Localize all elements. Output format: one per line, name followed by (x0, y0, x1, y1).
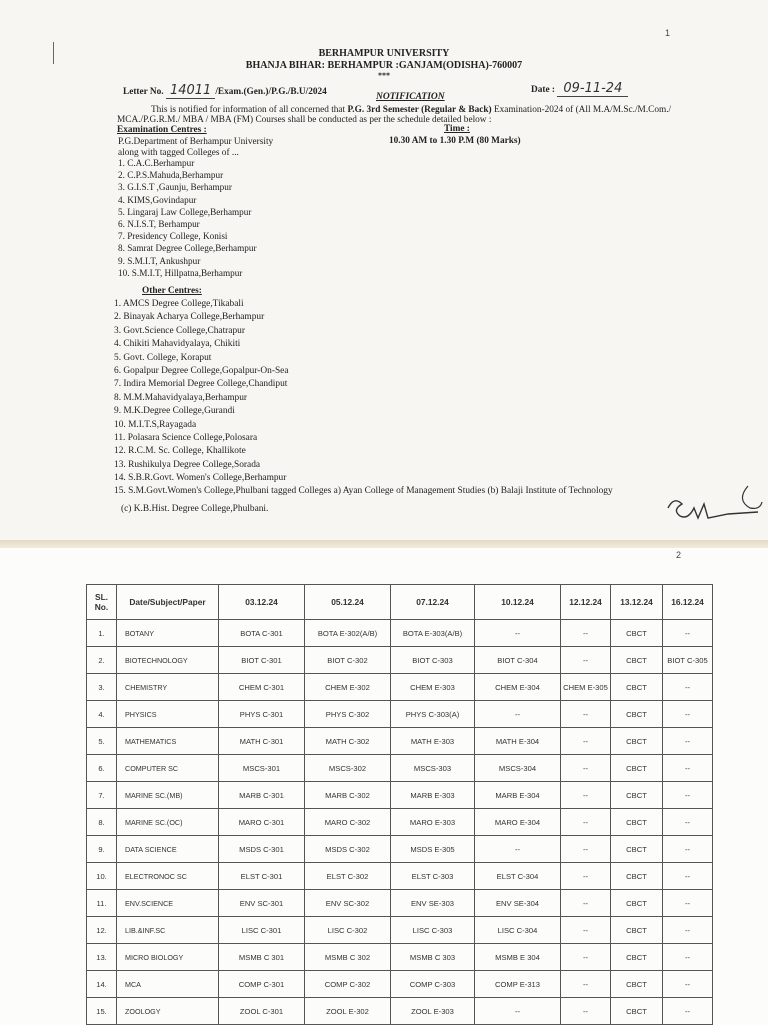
table-body (87, 620, 713, 1025)
paper-cell: ENV SE-304 (475, 890, 561, 917)
paper-cell: BIOT C-305 (663, 647, 713, 674)
paper-cell: COMP C-302 (305, 971, 391, 998)
letter-number: 14011 (166, 83, 215, 99)
subject-cell: ENV.SCIENCE (117, 890, 219, 917)
paper-cell: MARB E-304 (475, 782, 561, 809)
column-header: Date/Subject/Paper (117, 585, 219, 620)
list-item: 1. C.A.C.Berhampur (118, 158, 195, 168)
paper-cell: -- (561, 647, 611, 674)
subject-cell: DATA SCIENCE (117, 836, 219, 863)
paper-cell: CBCT (611, 971, 663, 998)
paper-cell: MARB E-303 (391, 782, 475, 809)
list-item: 7. Presidency College, Konisi (118, 231, 228, 242)
column-header: 13.12.24 (611, 585, 663, 620)
paper-cell: -- (561, 917, 611, 944)
list-item: 5. Govt. College, Koraput (114, 352, 212, 363)
serial-cell: 1. (87, 620, 117, 647)
paper-cell: CBCT (611, 701, 663, 728)
paper-cell: -- (561, 782, 611, 809)
paper-cell: MSCS-302 (305, 755, 391, 782)
university-address: BHANJA BIHAR: BERHAMPUR :GANJAM(ODISHA)-760007 (245, 60, 523, 71)
paper-cell: CBCT (611, 998, 663, 1025)
column-header: 16.12.24 (663, 585, 713, 620)
list-item: 2. Binayak Acharya College,Berhampur (114, 312, 265, 323)
letter-reference: /Exam.(Gen.)/P.G./B.U/2024 (215, 87, 327, 97)
paper-cell: BOTA E-303(A/B) (391, 620, 475, 647)
paper-cell: ZOOL C-301 (219, 998, 305, 1025)
subject-cell: MATHEMATICS (117, 728, 219, 755)
paper-cell: ENV SE-303 (391, 890, 475, 917)
paper-cell: -- (475, 620, 561, 647)
paper-cell: CBCT (611, 890, 663, 917)
serial-cell: 3. (87, 674, 117, 701)
list-item: 2. C.P.S.Mahuda,Berhampur (118, 170, 224, 181)
page-separator (0, 540, 768, 548)
table-row (87, 809, 713, 836)
subject-cell: ZOOLOGY (117, 998, 219, 1025)
paper-cell: -- (561, 701, 611, 728)
column-header: 05.12.24 (305, 585, 391, 620)
serial-cell: 12. (87, 917, 117, 944)
paper-cell: -- (663, 782, 713, 809)
table-row (87, 863, 713, 890)
table-row (87, 944, 713, 971)
subject-cell: LIB.&INF.SC (117, 917, 219, 944)
paper-cell: MSDS E-305 (391, 836, 475, 863)
paper-cell: MSMB C 302 (305, 944, 391, 971)
paper-cell: -- (475, 998, 561, 1025)
column-header: 12.12.24 (561, 585, 611, 620)
column-header: 10.12.24 (475, 585, 561, 620)
paper-cell: CHEM E-305 (561, 674, 611, 701)
schedule-page-2 (0, 548, 768, 1024)
list-item: 4. KIMS,Govindapur (118, 194, 197, 205)
subject-cell: BIOTECHNOLOGY (117, 647, 219, 674)
paper-cell: -- (475, 836, 561, 863)
paper-cell: -- (561, 728, 611, 755)
paper-cell: ELST C-303 (391, 863, 475, 890)
table-header-row (87, 585, 713, 620)
paper-cell: -- (663, 971, 713, 998)
paper-cell: ELST C-302 (305, 863, 391, 890)
subject-cell: BOTANY (117, 620, 219, 647)
paper-cell: -- (561, 836, 611, 863)
paper-cell: CBCT (611, 836, 663, 863)
table-row (87, 998, 713, 1025)
paper-cell: -- (561, 755, 611, 782)
tagged-colleges-list (118, 157, 257, 279)
paper-cell: LISC C-303 (391, 917, 475, 944)
list-item: 1. AMCS Degree College,Tikabali (114, 299, 244, 309)
date-label: Date : (531, 85, 556, 95)
paper-cell: MSDS C-301 (219, 836, 305, 863)
paper-cell: -- (561, 863, 611, 890)
paper-cell: -- (663, 620, 713, 647)
body-text-a: This is notified for information of all concerned that (151, 105, 346, 115)
paper-cell: BOTA E-302(A/B) (305, 620, 391, 647)
other-centres-list (114, 298, 613, 499)
body-line-2: MCA./P.G.R.M./ MBA / MBA (FM) Courses shall be conducted as per the schedule detailed below : (117, 115, 492, 125)
paper-cell: -- (561, 890, 611, 917)
paper-cell: CBCT (611, 755, 663, 782)
paper-cell: CBCT (611, 674, 663, 701)
table-row (87, 647, 713, 674)
pg-department: P.G.Department of Berhampur University (118, 137, 274, 147)
paper-cell: MATH E-304 (475, 728, 561, 755)
letter-label: Letter No. (123, 87, 164, 97)
paper-cell: ELST C-301 (219, 863, 305, 890)
date-value: 09-11-24 (557, 81, 628, 97)
paper-cell: -- (561, 620, 611, 647)
paper-cell: ENV SC-302 (305, 890, 391, 917)
paper-cell: CHEM E-304 (475, 674, 561, 701)
column-header: 07.12.24 (391, 585, 475, 620)
paper-cell: -- (663, 701, 713, 728)
exam-schedule-table (86, 584, 713, 1025)
paper-cell: MATH E-303 (391, 728, 475, 755)
paper-cell: MSCS-301 (219, 755, 305, 782)
notification-title: NOTIFICATION (376, 92, 445, 102)
paper-cell: BIOT C-301 (219, 647, 305, 674)
subject-cell: PHYSICS (117, 701, 219, 728)
paper-cell: ELST C-304 (475, 863, 561, 890)
paper-cell: -- (663, 863, 713, 890)
paper-cell: COMP C-301 (219, 971, 305, 998)
list-item: 7. Indira Memorial Degree College,Chandiput (114, 379, 288, 390)
serial-cell: 4. (87, 701, 117, 728)
paper-cell: -- (663, 836, 713, 863)
table-row (87, 917, 713, 944)
paper-cell: -- (663, 755, 713, 782)
list-item: 14. S.B.R.Govt. Women's College,Berhampur (114, 473, 287, 484)
paper-cell: BIOT C-302 (305, 647, 391, 674)
subject-cell: CHEMISTRY (117, 674, 219, 701)
table-row (87, 971, 713, 998)
paper-cell: CBCT (611, 647, 663, 674)
paper-cell: -- (663, 728, 713, 755)
list-item: 5. Lingaraj Law College,Berhampur (118, 206, 252, 217)
serial-cell: 8. (87, 809, 117, 836)
list-item: 9. M.K.Degree College,Gurandi (114, 406, 235, 417)
serial-cell: 2. (87, 647, 117, 674)
serial-cell: 5. (87, 728, 117, 755)
serial-cell: 13. (87, 944, 117, 971)
paper-cell: -- (663, 917, 713, 944)
paper-cell: CBCT (611, 809, 663, 836)
column-header: 03.12.24 (219, 585, 305, 620)
list-item: 15. S.M.Govt.Women's College,Phulbani tagged Colleges a) Ayan College of Management Studies (b) Balaji Institute of Technology (114, 486, 613, 497)
paper-cell: MARB C-301 (219, 782, 305, 809)
page-number: 1 (665, 28, 671, 38)
paper-cell: COMP E-313 (475, 971, 561, 998)
paper-cell: CBCT (611, 782, 663, 809)
university-name: BERHAMPUR UNIVERSITY (318, 48, 450, 59)
list-item: 13. Rushikulya Degree College,Sorada (114, 459, 261, 470)
body-text-semester: P.G. 3rd Semester (Regular & Back) (347, 105, 492, 115)
subject-cell: MICRO BIOLOGY (117, 944, 219, 971)
list-item: 6. Gopalpur Degree College,Gopalpur-On-Sea (114, 365, 289, 376)
serial-cell: 7. (87, 782, 117, 809)
serial-cell: 6. (87, 755, 117, 782)
paper-cell: MARO C-301 (219, 809, 305, 836)
paper-cell: -- (663, 944, 713, 971)
paper-cell: -- (663, 809, 713, 836)
paper-cell: -- (663, 890, 713, 917)
centres-heading: Examination Centres : (117, 125, 207, 135)
subject-cell: COMPUTER SC (117, 755, 219, 782)
paper-cell: COMP C-303 (391, 971, 475, 998)
list-item: 8. Samrat Degree College,Berhampur (118, 243, 257, 254)
list-item: 9. S.M.I.T, Ankushpur (118, 255, 201, 266)
paper-cell: -- (663, 998, 713, 1025)
table-row (87, 755, 713, 782)
paper-cell: ZOOL E-302 (305, 998, 391, 1025)
paper-cell: PHYS C-301 (219, 701, 305, 728)
subject-cell: ELECTRONOC SC (117, 863, 219, 890)
paper-cell: CBCT (611, 944, 663, 971)
pg-department-tagged: along with tagged Colleges of ... (118, 148, 239, 158)
table-row (87, 890, 713, 917)
paper-cell: PHYS C-302 (305, 701, 391, 728)
signature-graphic (660, 478, 768, 528)
table-row (87, 701, 713, 728)
paper-cell: -- (663, 674, 713, 701)
subject-cell: MARINE SC.(OC) (117, 809, 219, 836)
paper-cell: MSCS-304 (475, 755, 561, 782)
table-row (87, 620, 713, 647)
table-row (87, 674, 713, 701)
paper-cell: ENV SC-301 (219, 890, 305, 917)
paper-cell: MARO C-302 (305, 809, 391, 836)
list-item: 12. R.C.M. Sc. College, Khallikote (114, 446, 246, 457)
paper-cell: -- (475, 701, 561, 728)
list-item: 10. M.I.T.S,Rayagada (114, 419, 197, 430)
paper-cell: MARO E-304 (475, 809, 561, 836)
table-row (87, 728, 713, 755)
paper-cell: CHEM C-301 (219, 674, 305, 701)
paper-cell: BIOT C-304 (475, 647, 561, 674)
paper-cell: MATH C-302 (305, 728, 391, 755)
paper-cell: MSMB C 303 (391, 944, 475, 971)
paper-cell: MATH C-301 (219, 728, 305, 755)
list-item: 3. Govt.Science College,Chatrapur (114, 325, 245, 336)
page-number: 2 (676, 550, 682, 560)
paper-cell: -- (561, 971, 611, 998)
column-header: SL. No. (87, 585, 117, 620)
paper-cell: CHEM E-302 (305, 674, 391, 701)
paper-cell: MSMB C 301 (219, 944, 305, 971)
paper-cell: LISC C-301 (219, 917, 305, 944)
list-item: 11. Polasara Science College,Polosara (114, 432, 258, 443)
paper-cell: ZOOL E-303 (391, 998, 475, 1025)
paper-cell: -- (561, 998, 611, 1025)
list-item: 10. S.M.I.T, Hillpatna,Berhampur (118, 267, 243, 278)
paper-cell: CBCT (611, 863, 663, 890)
other-centres-heading: Other Centres: (142, 286, 202, 296)
paper-cell: BIOT C-303 (391, 647, 475, 674)
list-item: 4. Chikiti Mahavidyalaya, Chikiti (114, 339, 241, 350)
subject-cell: MCA (117, 971, 219, 998)
paper-cell: MARB C-302 (305, 782, 391, 809)
list-item: 8. M.M.Mahavidyalaya,Berhampur (114, 392, 248, 403)
date-line (531, 81, 628, 96)
paper-cell: CBCT (611, 620, 663, 647)
body-line-1 (151, 105, 671, 115)
table-row (87, 782, 713, 809)
time-heading: Time : (444, 124, 470, 134)
paper-cell: MSMB E 304 (475, 944, 561, 971)
paper-cell: CBCT (611, 728, 663, 755)
time-value: 10.30 AM to 1.30 P.M (80 Marks) (389, 136, 521, 146)
other-centres-last-line: (c) K.B.Hist. Degree College,Phulbani. (121, 504, 269, 514)
letter-number-line (123, 83, 327, 98)
paper-cell: MARO E-303 (391, 809, 475, 836)
serial-cell: 10. (87, 863, 117, 890)
subject-cell: MARINE SC.(MB) (117, 782, 219, 809)
serial-cell: 11. (87, 890, 117, 917)
paper-cell: -- (561, 944, 611, 971)
paper-cell: MSCS-303 (391, 755, 475, 782)
serial-cell: 9. (87, 836, 117, 863)
paper-cell: CHEM E-303 (391, 674, 475, 701)
paper-cell: -- (561, 809, 611, 836)
body-text-c: Examination-2024 of (All M.A/M.Sc./M.Com./ (493, 105, 672, 115)
paper-cell: CBCT (611, 917, 663, 944)
paper-cell: LISC C-304 (475, 917, 561, 944)
list-item: 6. N.I.S.T, Berhampur (118, 218, 200, 229)
paper-cell: LISC C-302 (305, 917, 391, 944)
serial-cell: 15. (87, 998, 117, 1025)
paper-cell: MSDS C-302 (305, 836, 391, 863)
header-stars: *** (378, 71, 390, 80)
paper-cell: PHYS C-303(A) (391, 701, 475, 728)
list-item: 3. G.I.S.T ,Gaunju, Berhampur (118, 182, 232, 193)
serial-cell: 14. (87, 971, 117, 998)
table-row (87, 836, 713, 863)
paper-cell: BOTA C-301 (219, 620, 305, 647)
